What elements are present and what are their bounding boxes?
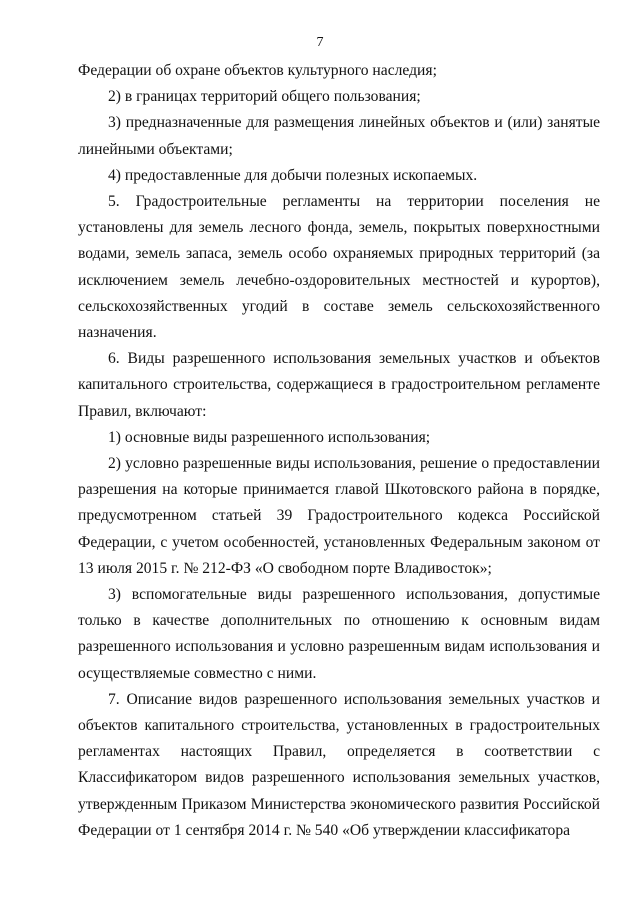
- paragraph: 4) предоставленные для добычи полезных ископаемых.: [108, 166, 478, 184]
- paragraph: 2) в границах территорий общего пользования;: [108, 88, 421, 106]
- paragraph: 7. Описание видов разрешенного использования земельных участков и объектов капитального строительства, установленных в градостроительных регламентах настоящих Правил, определяется в соответствии с Классификатором видов разрешенного использования земельных участков, утвержденным Приказом Министерства экономического развития Российской Федерации от 1 сентября 2014 г. № 540 «Об утверждении классификатора: [78, 690, 600, 839]
- paragraph: 5. Градостроительные регламенты на территории поселения не установлены для земель лесного фонда, земель, покрытых поверхностными водами, земель запаса, земель особо охраняемых природных территорий (за исключением земель лечебно-оздоровительных местностей и курортов), сельскохозяйственных угодий в составе земель сельскохозяйственного назначения.: [78, 193, 600, 342]
- paragraph: 3) вспомогательные виды разрешенного использования, допустимые только в качестве дополнительных по отношению к основным видам разрешенного использования и условно разрешенным видам использования и осуществляемые совместно с ними.: [78, 586, 600, 682]
- paragraph: 3) предназначенные для размещения линейных объектов и (или) занятые линейными объектами;: [78, 114, 600, 158]
- page-number: 7: [316, 35, 324, 50]
- paragraph: Федерации об охране объектов культурного наследия;: [78, 62, 437, 79]
- paragraph: 6. Виды разрешенного использования земельных участков и объектов капитального строительства, содержащиеся в градостроительном регламенте Правил, включают:: [78, 350, 600, 420]
- document-body: [78, 58, 600, 844]
- paragraph: 1) основные виды разрешенного использования;: [108, 428, 431, 446]
- paragraph: 2) условно разрешенные виды использования, решение о предоставлении разрешения на которые принимается главой Шкотовского района в порядке, предусмотренном статьей 39 Градостроительного кодекса Российской Федерации, с учетом особенностей, установленных Федеральным законом от 13 июля 2015 г. № 212-ФЗ «О свободном порте Владивосток»;: [78, 455, 600, 577]
